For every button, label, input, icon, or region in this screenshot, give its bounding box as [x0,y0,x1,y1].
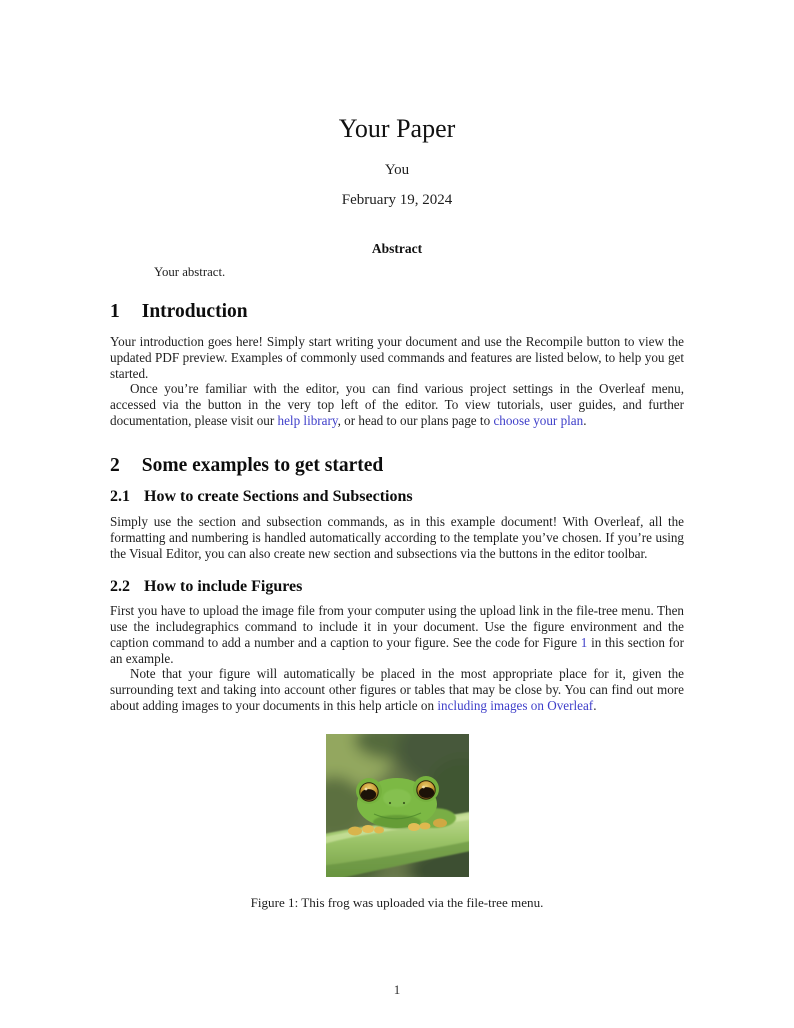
intro-p2-text-a: Once you’re familiar with the editor, you can find various project settings in the Overleaf menu, accessed via the button in the very top left of the editor. To view tutorials, user guides, and further documentation, please visit our [110,381,684,428]
page-title: Your Paper [338,114,456,143]
section-2-number: 2 [110,454,120,476]
section-2-title: Some examples to get started [141,454,384,476]
subsection-2-2-heading [110,579,684,595]
subsection-2-2-title: How to include Figures [144,578,303,596]
figures-p2-text-a: Note that your figure will automatically be placed in the most appropriate place for it, given the surrounding text and taking into account other figures or tables that may be close by. You can find out more about adding images to your documents in this help article on [110,666,684,713]
figures-paragraph-1 [110,603,684,666]
section-1-number: 1 [110,300,120,322]
subsection-2-1-number: 2.1 [110,488,130,505]
figure-1-reference-link[interactable]: 1 [580,634,588,650]
author: You [384,162,410,178]
abstract-heading: Abstract [371,241,423,256]
figures-p2-text-b: . [593,697,597,713]
including-images-link[interactable]: including images on Overleaf [437,697,594,713]
abstract-text: Your abstract. [154,264,226,279]
sections-paragraph: Simply use the section and subsection commands, as in this example document! With Overleaf, all the formatting and numbering is handled automatically according to the template you’ve chosen. If you’re using the Visual Editor, you can also create new section and subsections via the buttons in the editor toolbar. [110,514,684,561]
choose-your-plan-link[interactable]: choose your plan [493,412,584,428]
intro-paragraph-1: Your introduction goes here! Simply start writing your document and use the Recompile button to view the updated PDF preview. Examples of commonly used commands and features are listed below, to help you get started. [110,334,684,381]
figures-p1-text-b: in this section for an example. [110,634,684,666]
date: February 19, 2024 [341,192,453,208]
section-2-heading [110,456,684,476]
subsection-2-1-heading [110,489,684,505]
section-1-title: Introduction [141,300,248,322]
subsection-2-1-title: How to create Sections and Subsections [144,488,413,505]
figures-paragraph-2 [110,666,684,713]
figures-p1-text-a: First you have to upload the image file from your computer using the upload link in the file-tree menu. Then use the includegraphics command to include it in your document. Use the figure environment and the caption command to add a number and a caption to your figure. See the code for Figure [110,603,684,650]
figure-1 [110,734,684,882]
intro-p2-text-c: . [583,412,587,428]
frog-photo [326,734,469,877]
figure-caption: Figure 1: This frog was uploaded via the file-tree menu. [250,894,544,910]
help-library-link[interactable]: help library [277,412,338,428]
intro-p2-text-b: , or head to our plans page to [337,412,494,428]
intro-paragraph-2 [110,381,684,428]
section-1-heading [110,302,684,322]
page-number: 1 [393,982,401,997]
subsection-2-2-number: 2.2 [110,578,130,596]
